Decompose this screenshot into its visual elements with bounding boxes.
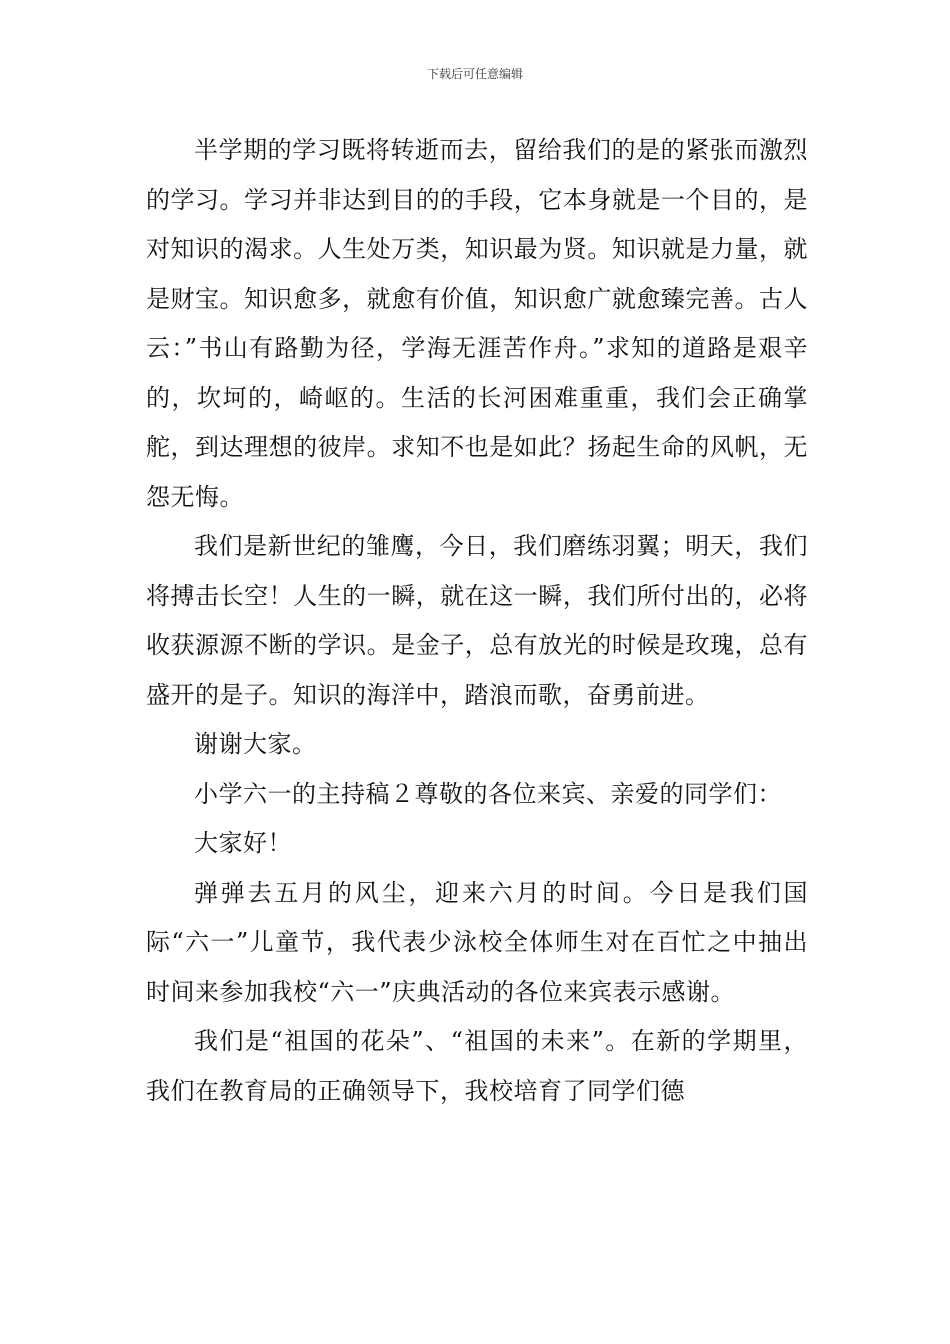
- paragraph: 大家好！: [194, 829, 292, 857]
- paragraph: 我们是“祖国的花朵”、“祖国的未来”。在新的学期里，我们在教育局的正确领导下，我校培育了同学们德: [146, 1027, 808, 1105]
- paragraph: 半学期的学习既将转逝而去，留给我们的是的紧张而激烈的学习。学习并非达到目的的手段，它本身就是一个目的，是对知识的渴求。人生处万类，知识最为贤。知识就是力量，就是财宝。知识愈多，就愈有价值，知识愈广就愈臻完善。古人云：”书山有路勤为径，学海无涯苦作舟。”求知的道路是艰辛的，坎坷的，崎岖的。生活的长河困难重重，我们会正确掌舵，到达理想的彼岸。求知不也是如此？扬起生命的风帆，无怨无悔。: [146, 136, 808, 511]
- paragraph: 弹弹去五月的风尘，迎来六月的时间。今日是我们国际“六一”儿童节，我代表少泳校全体师生对在百忙之中抽出时间来参加我校“六一”庆典活动的各位来宾表示感谢。: [146, 878, 808, 1006]
- page-header: 下载后可任意编辑: [426, 67, 523, 81]
- paragraph: 我们是新世纪的雏鹰，今日，我们磨练羽翼；明天，我们将搏击长空！人生的一瞬，就在这一瞬，我们所付出的，必将收获源源不断的学识。是金子，总有放光的时候是玫瑰，总有盛开的是子。知识的海洋中，踏浪而歌，奋勇前进。: [146, 532, 808, 709]
- paragraph: 小学六一的主持稿２尊敬的各位来宾、亲爱的同学们：: [194, 779, 782, 808]
- paragraph: 谢谢大家。: [194, 730, 317, 758]
- document-body: [146, 126, 808, 1116]
